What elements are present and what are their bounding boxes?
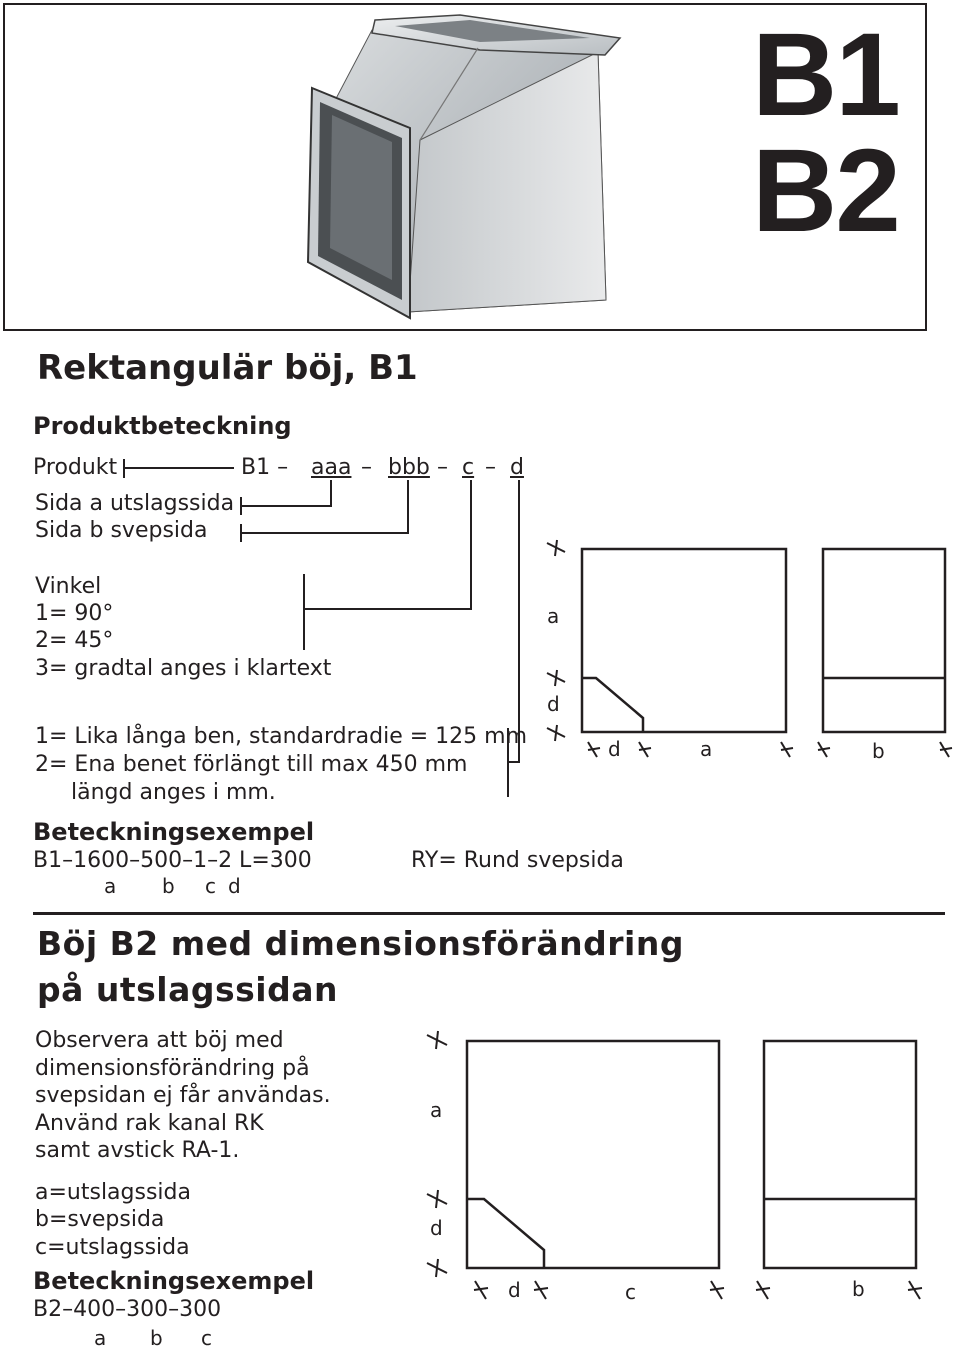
b2-example-letter-a: a bbox=[94, 1326, 107, 1350]
code-dash-1: – bbox=[361, 455, 372, 480]
code-part-aaa: aaa bbox=[311, 455, 352, 480]
ry-note: RY= Rund svepsida bbox=[411, 848, 624, 873]
b2-example-letter-c: c bbox=[201, 1326, 212, 1350]
b2-note-line-1: Observera att böj med bbox=[35, 1028, 284, 1053]
product-code-b2: B2 bbox=[752, 125, 899, 257]
vinkel-option-2: 2= 45° bbox=[35, 628, 114, 653]
b2-example-heading: Beteckningsexempel bbox=[33, 1267, 315, 1295]
code-part-d: d bbox=[510, 455, 524, 480]
b1-diagram-label-a: a bbox=[547, 604, 560, 628]
b1-diagram-label-a-bottom: a bbox=[700, 737, 713, 761]
produkt-label: Produkt bbox=[33, 455, 118, 480]
b2-note-line-3: svepsidan ej får användas. bbox=[35, 1083, 331, 1108]
ben-option-2-note: längd anges i mm. bbox=[71, 780, 276, 805]
b2-diagram-label-d-bottom: d bbox=[508, 1278, 521, 1302]
b2-diagram-label-d-left: d bbox=[430, 1216, 443, 1240]
b2-diagram-label-b-bottom: b bbox=[852, 1277, 865, 1301]
b2-note-line-2: dimensionsförändring på bbox=[35, 1056, 310, 1081]
b2-diagram-label-c-bottom: c bbox=[625, 1280, 636, 1304]
code-part-c: c bbox=[462, 455, 475, 480]
b2-def-c: c=utslagssida bbox=[35, 1235, 190, 1260]
b1-title: Rektangulär böj, B1 bbox=[37, 348, 418, 388]
code-part-bbb: bbb bbox=[388, 455, 430, 480]
b1-example-letter-a: a bbox=[104, 874, 117, 898]
b2-def-a: a=utslagssida bbox=[35, 1180, 191, 1205]
product-designation-heading: Produktbeteckning bbox=[33, 412, 292, 440]
b2-note-line-5: samt avstick RA-1. bbox=[35, 1138, 240, 1163]
ben-option-2: 2= Ena benet förlängt till max 450 mm bbox=[35, 752, 468, 777]
code-part-b1: B1 – bbox=[241, 455, 289, 480]
sida-a-label: Sida a utslagssida bbox=[35, 491, 235, 516]
code-dash-3: – bbox=[485, 455, 496, 480]
b1-diagram-label-d-bottom: d bbox=[608, 737, 621, 761]
b2-note-line-4: Använd rak kanal RK bbox=[35, 1111, 264, 1136]
sida-b-label: Sida b svepsida bbox=[35, 518, 208, 543]
b1-example-code: B1–1600–500–1–2 L=300 bbox=[33, 848, 312, 873]
b1-example-letter-d: d bbox=[228, 874, 241, 898]
b2-def-b: b=svepsida bbox=[35, 1207, 165, 1232]
b2-example-code: B2–400–300–300 bbox=[33, 1297, 222, 1322]
b1-diagram-label-d-left: d bbox=[547, 692, 560, 716]
b2-diagram-label-a: a bbox=[430, 1098, 443, 1122]
b2-title-line2: på utslagssidan bbox=[37, 970, 338, 1009]
b1-example-letter-c: c bbox=[205, 874, 216, 898]
code-dash-2: – bbox=[437, 455, 448, 480]
b1-example-heading: Beteckningsexempel bbox=[33, 818, 315, 846]
vinkel-option-3: 3= gradtal anges i klartext bbox=[35, 656, 332, 681]
b1-example-letter-b: b bbox=[162, 874, 175, 898]
vinkel-label: Vinkel bbox=[35, 574, 102, 599]
vinkel-option-1: 1= 90° bbox=[35, 601, 114, 626]
b2-example-letter-b: b bbox=[150, 1326, 163, 1350]
product-code-b1: B1 bbox=[752, 9, 899, 141]
ben-option-1: 1= Lika långa ben, standardradie = 125 mm bbox=[35, 724, 528, 749]
b2-title-line1: Böj B2 med dimensionsförändring bbox=[37, 924, 684, 963]
b1-diagram-label-b-bottom: b bbox=[872, 739, 885, 763]
